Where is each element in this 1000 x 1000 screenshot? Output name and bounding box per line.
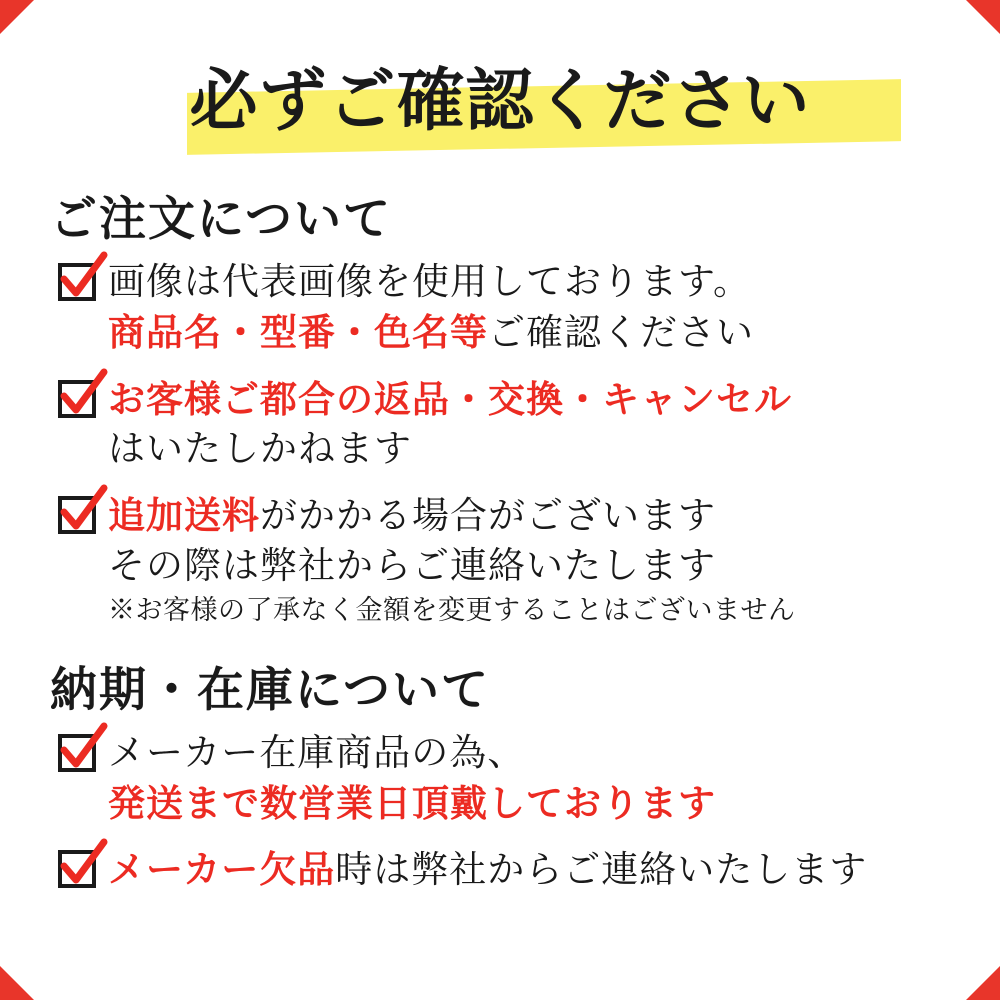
list-item [44, 844, 956, 895]
list-item [44, 490, 956, 631]
list-item [44, 374, 956, 474]
checkbox-checked-icon [58, 380, 96, 418]
page-title: 必ずご確認ください [189, 61, 811, 141]
section-title-orders: ご注文について [50, 192, 393, 247]
emphasis-text: 商品名・型番・色名等 [108, 310, 488, 354]
list-item-line: その際は弊社からご連絡いたします [108, 544, 716, 587]
checkbox-checked-icon [58, 734, 96, 772]
section-title-delivery: 納期・在庫について [50, 663, 491, 718]
list-item [44, 728, 956, 828]
list-item-note: ※お客様の了承なく金額を変更することはございません [108, 595, 796, 626]
plain-text: ご確認ください [488, 311, 754, 354]
list-item-line [108, 311, 754, 354]
plain-text: 時は弊社からご連絡いたします [335, 848, 868, 891]
checkbox-checked-icon [58, 263, 96, 301]
list-item-text [108, 374, 956, 474]
list-item-text [108, 257, 956, 358]
list-item [44, 257, 956, 358]
plain-text: がかかる場合がございます [260, 494, 716, 537]
list-item-line [108, 494, 716, 537]
list-item-line: 画像は代表画像を使用しております。 [108, 260, 752, 303]
list-item-line: 発送まで数営業日頂戴しております [108, 781, 716, 825]
list-item-text [108, 490, 956, 631]
list-item-line [108, 848, 867, 891]
headline-block [44, 46, 956, 164]
list-item-text [108, 844, 956, 895]
list-item-text [108, 728, 956, 828]
emphasis-text: 追加送料 [108, 493, 260, 537]
checkbox-checked-icon [58, 850, 96, 888]
list-item-line: はいたしかねます [108, 427, 412, 470]
emphasis-text: メーカー欠品 [108, 847, 336, 891]
list-item-line: メーカー在庫商品の為、 [108, 731, 526, 774]
checkbox-checked-icon [58, 496, 96, 534]
list-item-line: お客様ご都合の返品・交換・キャンセル [108, 377, 792, 421]
